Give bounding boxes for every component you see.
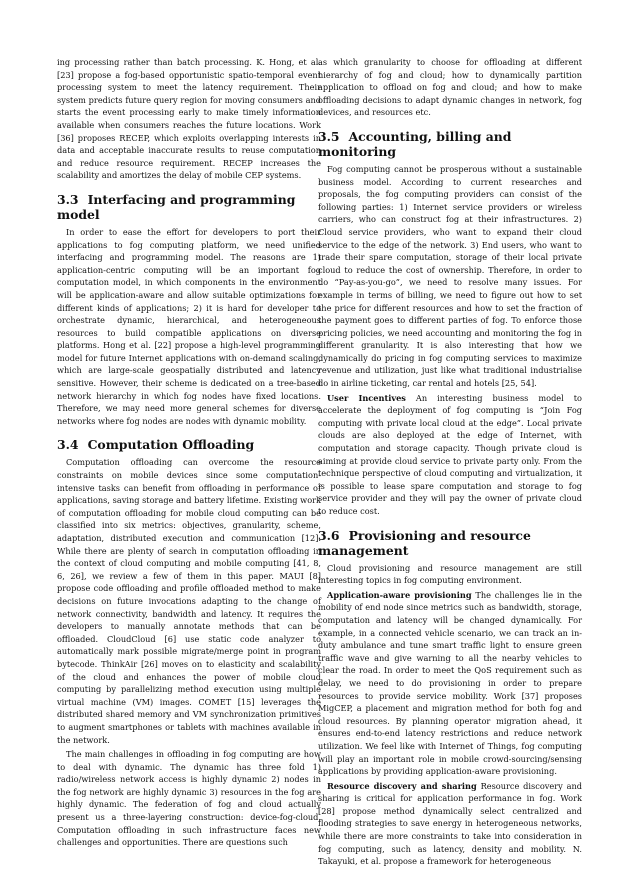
paragraph-body: An interesting business model to accelerate the deployment of fog computing is “Join Fog computing with private local cloud at the edge”. Local private clouds are also deployed at the edge of Internet, with computation and storage capacity. Though private cloud is aiming at provide cloud service to private party only. From the technique perspective of cloud computing and virtualization, it is possible to lease spare computation and storage to fog service provider and they will pay the owner of private cloud to reduce cost. (318, 392, 582, 516)
section-heading-3-6 (318, 528, 582, 558)
section-title: Provisioning and resource management (318, 527, 531, 558)
section-number: 3.6 (318, 527, 340, 543)
section-title: Interfacing and programming model (57, 191, 296, 222)
paragraph-lead: User Incentives (327, 392, 406, 403)
paragraph: Cloud provisioning and resource management are still interesting topics in fog computing environment. (318, 562, 582, 586)
section-title: Accounting, billing and monitoring (318, 128, 512, 159)
paragraph-body: Resource discovery and sharing is critical for application performance in fog. Work [28] propose method dynamically select centralized and flooding strategies to save energy in heterogeneous networks, while there are more constraints to take into consideration in fog computing, such as latency, density and mobility. N. Takayuki, et al. propose a framework for heterogeneous (318, 780, 582, 867)
paragraph-body: The challenges lie in the mobility of end node since metrics such as bandwidth, storage, computation and latency will be changed dynamically. For example, in a connected vehicle scenario, we can track an in-duty ambulance and tune smart traffic light to ensure green traffic wave and give warning to all the nearby vehicles to clear the road. In order to meet the QoS requirement such as delay, we need to do provisioning in order to prepare resources to provide service mobility. Work [37] proposes MigCEP, a placement and migration method for both fog and cloud resources. By planning operator migration ahead, it ensures end-to-end latency restrictions and reduce network utilization. We feel like with Internet of Things, fog computing will play an important role in mobile crowd-sourcing/sensing applications by providing application-aware provisioning. (318, 589, 583, 777)
paragraph: ing processing rather than batch processing. K. Hong, et al. [23] propose a fog-based opportunistic spatio-temporal event processing system to meet the latency requirement. Their system predicts future query region for moving consumers and starts the event processing early to make timely information available when consumers reaches the future locations. Work [36] proposes RECEP, which exploits overlapping interests in data and acceptable inaccurate results to reuse computation and reduce resource requirement. RECEP increases the scalability and amortizes the delay of mobile CEP systems. (57, 57, 321, 181)
section-heading-3-3 (57, 192, 321, 222)
paragraph-lead: Resource discovery and sharing (327, 780, 477, 791)
paragraph: The main challenges in offloading in fog computing are how to deal with dynamic. The dynamic has three fold 1) radio/wireless network access is highly dynamic 2) nodes in the fog network are highly dynamic 3) resources in the fog are highly dynamic. The federation of fog and cloud actually present us a three-layering construction: device-fog-cloud. Computation offloading in such infrastructure faces new challenges and opportunities. There are questions such (57, 749, 321, 848)
paragraph-application-aware-provisioning (318, 589, 582, 778)
paragraph-resource-discovery (318, 780, 582, 868)
section-heading-3-4 (57, 437, 321, 452)
paragraph-lead: Application-aware provisioning (327, 589, 472, 600)
paragraph: Computation offloading can overcome the resource constraints on mobile devices since some computation-intensive tasks can benefit from offloading in performance of applications, saving storage and battery lifetime. Existing work of computation offloading for mobile cloud computing can be classified into six metrics: objectives, granularity, scheme, adaptation, distributed execution and communication [12]. While there are plenty of search in computation offloading in the context of cloud computing and mobile computing [41, 8, 6, 26], we review a few of them in this paper. MAUI [8] propose code offloading and profile offloaded method to make decisions on future invocations adapting to the change of network connectivity, bandwidth and latency. It requires the developers to manually annotate methods that can be offloaded. CloudCloud [6] use static code analyzer to automatically mark possible migrate/merge point in program bytecode. ThinkAir [26] moves on to elasticity and scalability of the cloud and enhances the power of mobile cloud computing by parallelizing method execution using multiple virtual machine (VM) images. COMET [15] leverages the distributed shared memory and VM synchronization primitives to augment smartphones or tablets with machines available in the network. (57, 457, 321, 745)
section-number: 3.4 (57, 437, 79, 453)
paragraph: Fog computing cannot be prosperous without a sustainable business model. According to current researches and proposals, the fog computing providers can consist of the following parties: 1) Internet service providers or wireless carriers, who can construct fog at their infrastructures. 2) Cloud service providers, who want to expand their cloud service to the edge of the network. 3) End users, who want to trade their spare computation, storage of their local private cloud to reduce the cost of ownership. Therefore, in order to do “Pay-as-you-go”, we need to resolve many issues. For example in terms of billing, we need to figure out how to set the price for different resources and how to set the fraction of the payment goes to different parties of fog. To enforce those pricing policies, we need accounting and monitoring the fog in different granularity. It is also interesting that how we dynamically do pricing in fog computing services to maximize revenue and utilization, just like what traditional industrialise do in airline ticketing, car rental and hotels [25, 54]. (318, 163, 582, 389)
paragraph-user-incentives (318, 392, 582, 518)
section-title: Computation Offloading (87, 437, 255, 453)
section-number: 3.5 (318, 128, 340, 144)
left-column (57, 56, 321, 851)
paragraph: In order to ease the effort for developers to port their applications to fog computing platform, we need unified interfacing and programming model. The reasons are 1) application-centric computing will be an important fog computation model, in which components in the environment will be application-aware and allow suitable optimizations for different kinds of applications; 2) it is hard for developer to orchestrate dynamic, hierarchical, and heterogeneous resources to build compatible applications on diverse platforms. Hong et al. [22] propose a high-level programming model for future Internet applications with on-demand scaling, which are large-scale geospatially distributed and latency sensitive. However, their scheme is dedicated on a tree-based network hierarchy in which fog nodes have fixed locations. Therefore, we may need more general schemes for diverse networks where fog nodes are nodes with dynamic mobility. (57, 226, 321, 426)
section-heading-3-5 (318, 129, 582, 159)
right-column (318, 56, 582, 870)
paragraph: as which granularity to choose for offloading at different hierarchy of fog and cloud; how to dynamically partition application to offload on fog and cloud; and how to make offloading decisions to adapt dynamic changes in network, fog devices, and resources etc. (318, 57, 582, 118)
section-number: 3.3 (57, 191, 79, 207)
